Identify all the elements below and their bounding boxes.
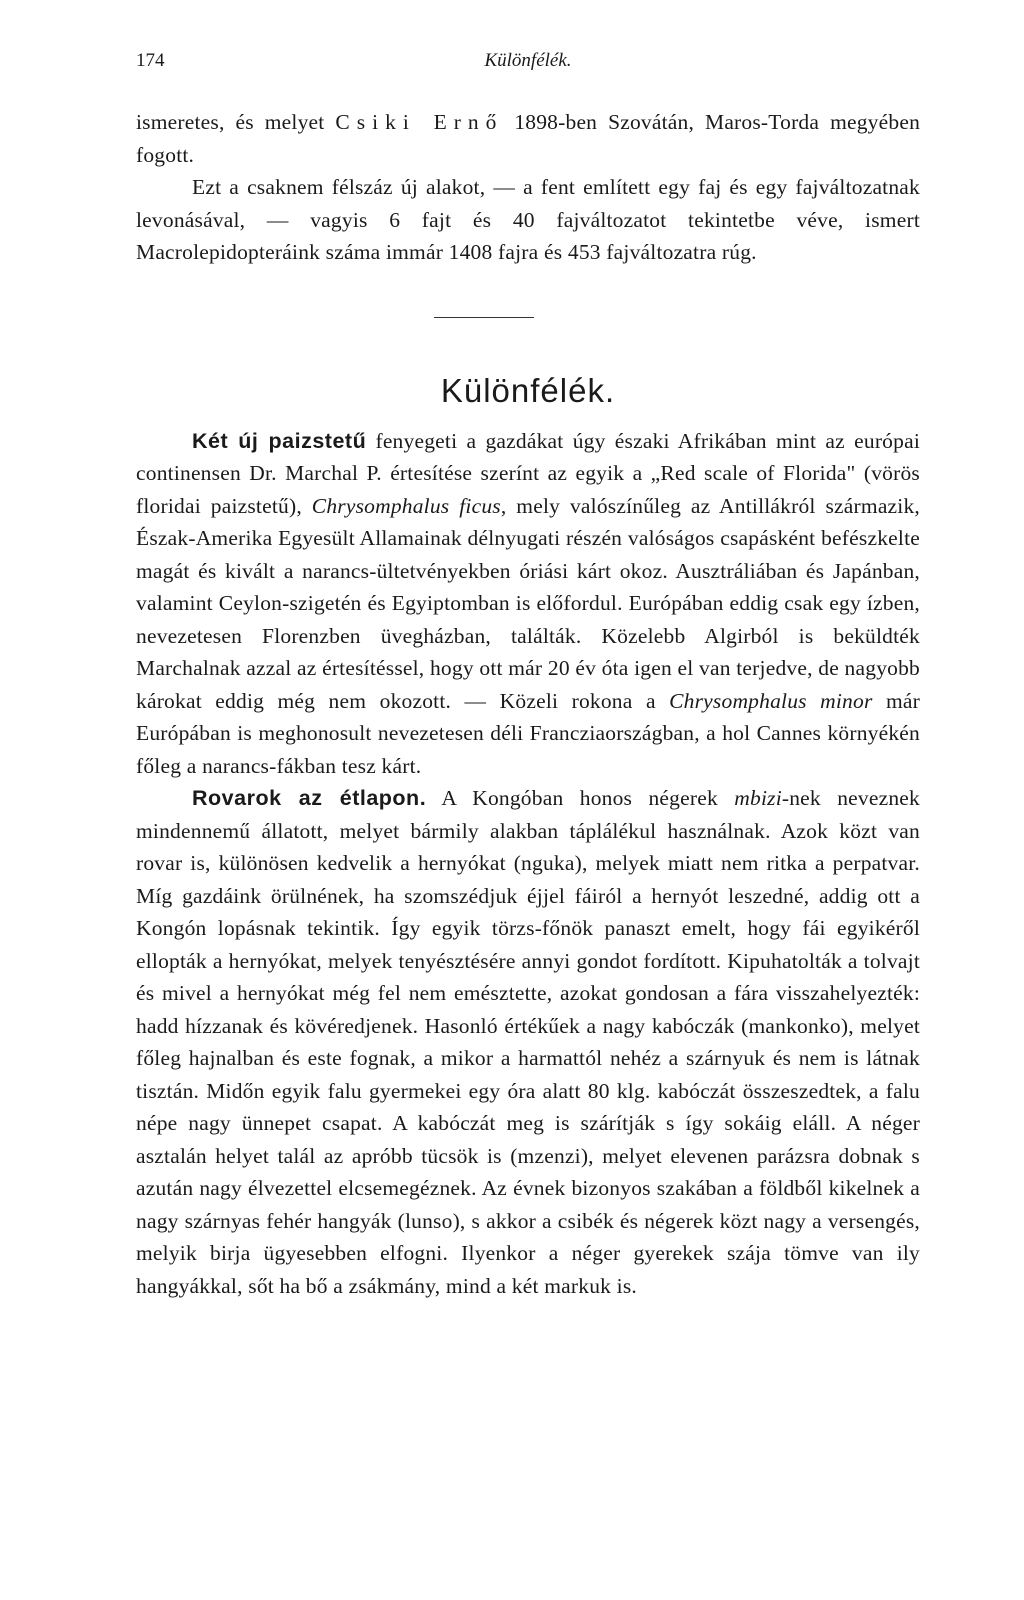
article-lead: Két új paizstetű [192,428,367,453]
article-text: fenyegeti a gazdákat úgy északi Afrikában mint az európai continensen Dr. Marchal P. értesítése szerínt az egyik a „Red scale of Florida" (vörös floridai paizstetű), [136,428,920,518]
article-text: , mely valószínűleg az Antillákról származik, Észak-Amerika Egyesült Allamainak délnyugati részén valóságos csapásként befészkelte magát és kivált a narancs-ültetvényekben óriási kárt okoz. Ausztráliában és Japánban, valamint Ceylon-szigetén és Egyiptomban is előfordul. Európában eddig csak egy ízben, nevezetesen Florenzben üvegházban, találták. Közelebb Algirból is beküldték Marchalnak azzal az értesítéssel, hogy ott már 20 év óta igen el van terjedve, de nagyobb károkat eddig még nem okozott. — Közeli rokona a [136,493,920,713]
species-name: Chrysomphalus minor [669,688,873,713]
collector-name: Csiki Ernő [335,110,504,134]
divider-rule [434,317,534,318]
page-number: 174 [136,50,165,71]
running-head [136,50,920,80]
article-scale-insects [136,425,920,783]
article-insects-menu [136,782,920,1302]
intro-paragraph [136,106,920,171]
species-name: Chrysomphalus ficus [311,493,501,518]
summary-paragraph: Ezt a csaknem félszáz új alakot, — a fent említett egy faj és egy fajváltozatnak levonásával, — vagyis 6 fajt és 40 fajváltozatot tekintetbe véve, ismert Macrolepidopteráink száma immár 1408 fajra és 453 fajváltozatra rúg. [136,175,920,264]
article-text: -nek neveznek mindennemű állatott, melyet bármily alakban táplálékul használnak. Azok közt van rovar is, különösen kedvelik a hernyókat (nguka), melyek miatt nem ritka a perpatvar. Míg gazdáink örülnének, ha szomszédjuk éjjel fáiról a hernyót leszedné, addig ott a Kongón lopásnak tekintik. Így egyik törzs-főnök panaszt emelt, hogy fái egyikéről ellopták a hernyókat, melyek tenyésztésére annyi gondot fordított. Kipuhatolták a tolvajt és mivel a hernyókat még fel nem emésztette, azokat gondosan a fára visszahelyezték: hadd hízzanak és kövéredjenek. Hasonló értékűek a nagy kabóczák (mankonko), melyet főleg hajnalban és este fognak, a mikor a harmattól nehéz a szárnyuk és nem is látnak tisztán. Midőn egyik falu gyermekei egy óra alatt 80 klg. kabóczát összeszedtek, a falu népe nagy ünnepet csapat. A kabóczát meg is szárítják s így sokáig eláll. A néger asztalán helyet talál az apróbb tücsök is (mzenzi), melyet elevenen parázsra dobnak s azután nagy élvezettel elcsemegéznek. Az évnek bizonyos szakában a földből kikelnek a nagy szárnyas fehér hangyák (lunso), s akkor a csibék és négerek közt nagy a versengés, melyik birja ügyesebben elfogni. Ilyenkor a néger gyerekek szája tömve van ily hangyákkal, sőt ha bő a zsákmány, mind a két markuk is. [136,786,921,1298]
body-text [136,106,920,1302]
intro-text-after: 1898-ben Szovátán, Maros-Torda megyében fogott. [136,110,921,167]
native-word: mbizi [734,786,782,810]
section-heading: Különfélék. [440,371,616,409]
running-title: Különfélék. [484,50,572,71]
intro-text-before: ismeretes, és melyet [136,110,325,134]
article-text: már Európában is meghonosult nevezetesen déli Francziaországban, a hol Cannes környékén főleg a narancs-fákban tesz kárt. [136,688,920,778]
section-separator [136,269,920,371]
article-text: A Kongóban honos négerek [426,786,735,810]
article-lead: Rovarok az étlapon. [192,786,427,810]
